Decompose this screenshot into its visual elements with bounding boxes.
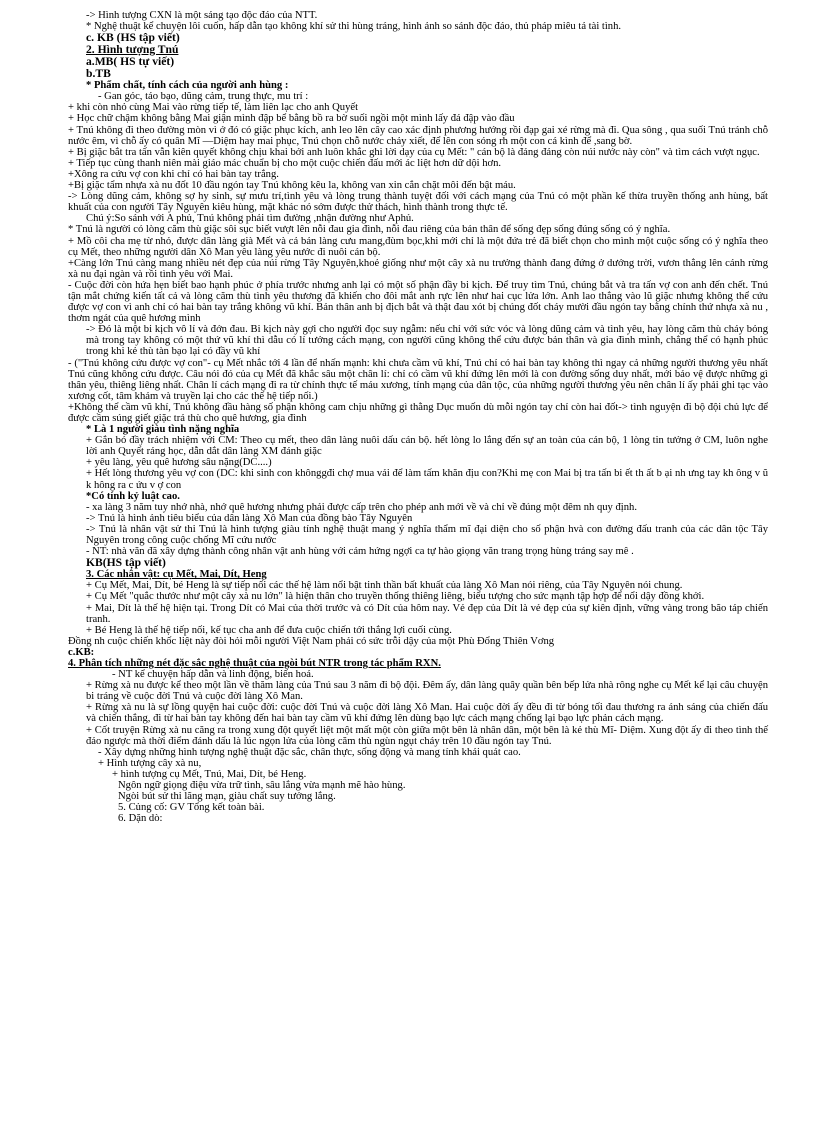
text-line: + Học chữ chậm không bằng Mai giận mình đập bể bằng bồ ra bờ suối ngồi một mình lấy đá đập vào đầu — [68, 113, 515, 125]
text-line: + khi còn nhỏ cùng Mai vào rừng tiếp tế, làm liên lạc cho anh Quyết — [68, 102, 359, 114]
text-line: + hình tượng cụ Mết, Tnú, Mai, Dít, bé Heng. — [112, 768, 307, 780]
text-line: Ngôn ngữ giọng điệu vừa trữ tình, sâu lắng vừa mạnh mẽ hào hùng. — [118, 780, 406, 791]
text-line: 5. Củng cố: GV Tổng kết toàn bài. — [118, 802, 265, 814]
text-line: + Rừng xà nu là sự lồng quyện hai cuộc đời: cuộc đời Tnú và cuộc đời làng Xô Man. Hai cuộc đời ấy đều đi từ bóng tối đau thương ra ánh sáng của chiến đấu và chiến thắng, đi từ hai bàn tay không đến hai bàn tay cầm vũ khí đứng lên dùng bạo lực cách mạng chống lại bạo lực phản cách mạng. — [86, 702, 768, 725]
text-line: Chú ý:So sánh với A phủ, Tnú không phải tìm đường ,nhận đường như Aphủ. — [86, 213, 414, 225]
text-line: + Hình tượng cây xà nu, — [98, 757, 202, 769]
text-line: +Bị giặc tẩm nhựa xà nu đốt 10 đầu ngón tay Tnú không kêu la, không van xin cắn chặt môi đến bật máu. — [68, 180, 516, 192]
text-line: + Bị giặc bắt tra tấn vẫn kiên quyết không chịu khai bởi anh luôn khắc ghi lời dạy của cụ Mết: " cán bộ là đảng đảng còn núi nước này còn" và tìm cách vượt ngục. — [68, 146, 760, 158]
text-line: * Tnú là người có lòng căm thù giặc sôi sục biết vượt lên nỗi đau gia đình, nỗi đau riêng của bản thân để sống đẹp sống đúng sống có ý nghĩa. — [68, 224, 671, 236]
text-line: -> Đó là một bi kịch vô lí và đớn đau. Bi kịch này gợi cho người đọc suy ngẫm: nếu chỉ với sức vóc và lòng dũng cảm và tình yêu, hay lòng căm thù cháy bỏng mà trong tay không có một thứ vũ khí thì dẫu có lí tưởng cách mạng, con người cũng không thể cứu được bản thân và gia đình mình, chẳng thể có hạnh phúc trong khi kẻ thù tàn bạo lại có đầy vũ khí — [86, 324, 768, 358]
text-line: - ("Tnú không cứu được vợ con"- cụ Mết nhắc tới 4 lần để nhấn mạnh: khi chưa cầm vũ khí, Tnú chỉ có hai bàn tay không thì ngay cả những người thương yêu nhất Tnú cũng không cứu được. Câu nói đó của cụ Mết đã khắc sâu một chân lí: chỉ có cầm vũ khí đứng lên mới là con đường sống duy nhất, mới bảo vệ được những gì thân yêu, thiêng liêng nhất. Chân lí cách mạng đi ra từ chính thực tế máu xương, tính mạng của dân tộc, của những người thương yêu nên chân lí ấy phải ghi tạc vào xương cốt, tâm khảm và truyền lại cho các thế hệ tiếp nối.) — [68, 357, 768, 402]
text-line: *Có tính kỷ luật cao. — [86, 490, 180, 502]
text-line: +Không thể cầm vũ khí, Tnú không đầu hàng số phận không cam chịu những gì thằng Dục muốn dù mỗi ngón tay chỉ còn hai đốt-> tình nguyện đi bộ đội chủ lực để được cầm súng giết giặc trả thù cho quê hương, gia đình — [68, 401, 768, 424]
text-line: 2. Hình tượng Tnú — [86, 43, 179, 57]
text-line: Đồng nh cuộc chiến khốc liệt này đòi hỏi mỗi người Việt Nam phải có sức trỗi dậy của một Phù Đổng Thiên Vơng — [68, 635, 555, 647]
text-line: + Hết lòng thương yêu vợ con (DC: khi sinh con khônggđi chợ mua vải để làm tấm khăn địu con?Khi mẹ con Mai bị tra tấn bi ết th ất b ại nh ưng tay kh ông v ũ k hông ra c ứu v ợ con — [86, 468, 768, 491]
text-line: 3. Các nhân vật: cụ Mết, Mai, Dít, Heng — [86, 569, 267, 581]
text-line: - NT kể chuyện hấp dẫn và linh động, biến hoá. — [112, 669, 314, 681]
text-line: a.MB( HS tự viết) — [86, 55, 175, 69]
text-line: +Xông ra cứu vợ con khi chỉ có hai bàn tay trắng. — [68, 168, 279, 180]
text-line: * Nghệ thuật kể chuyện lôi cuốn, hấp dẫn tạo không khí sử thi hùng tráng, hình ảnh so sánh độc đáo, thủ pháp miêu tả tài tình. — [86, 21, 622, 33]
text-line: KB(HS tập viết) — [86, 556, 166, 570]
text-line: - Gan góc, táo bạo, dũng cảm, trung thực, mu trí : — [98, 91, 309, 103]
text-line: - NT: nhà văn đã xây dựng thành công nhân vật anh hùng với cảm hứng ngợi ca tự hào giọng văn trang trọng hùng tráng say mê . — [86, 546, 634, 558]
text-line: + Mai, Dít là thế hệ hiện tại. Trong Dít có Mai của thời trước và có Dít của hôm nay. Vẻ đẹp của Dít là vẻ đẹp của sự kiên định, vững vàng trong bão táp chiến tranh. — [86, 602, 768, 625]
text-line: -> Tnú là nhân vật sử thi Tnú là hình tượng giàu tính nghệ thuật mang ý nghĩa thẩm mĩ đại diện cho số phận hvà con đường đấu tranh của các dân tộc Tây Nguyên trong công cuộc chống Mĩ cứu nước — [86, 523, 768, 547]
text-line: 4. Phân tích những nét đặc sắc nghệ thuật của ngòi bút NTR trong tác phẩm RXN. — [68, 657, 441, 669]
text-line: + Cốt truyện Rừng xà nu căng ra trong xung đột quyết liệt một mất một còn giữa một bên là nhân dân, một bên là kẻ thù Mĩ- Diệm. Xung đột ấy đi theo tình thế đảo ngược mà thời điểm đánh dấu là lúc ngọn lửa của lòng căm thù ngùn ngụt cháy trên 10 đầu ngón tay Tnú. — [86, 724, 768, 747]
text-line: c. KB (HS tập viết) — [86, 31, 180, 45]
text-line: + yêu làng, yêu quê hương sâu nặng(DC....) — [86, 457, 272, 469]
text-line: c.KB: — [68, 646, 95, 658]
document-page — [68, 10, 768, 824]
text-line: -> Tnú là hình ảnh tiêu biểu của dân làng Xô Man của đồng bào Tây Nguyên — [86, 512, 413, 524]
text-line: + Cụ Mết, Mai, Dít, bé Heng là sự tiếp nối các thế hệ làm nổi bật tinh thần bất khuất của làng Xô Man nói riêng, của Tây Nguyên nói chung. — [86, 580, 683, 592]
text-line: -> Hình tượng CXN là một sáng tạo độc đáo của NTT. — [86, 10, 318, 21]
text-line: * Là 1 người giàu tình nặng nghĩa — [86, 424, 240, 436]
text-line: * Phẩm chất, tính cách của người anh hùng : — [86, 80, 289, 92]
text-line: + Mồ côi cha mẹ từ nhỏ, được dân làng già Mết và cả bản làng cưu mang,đùm bọc,khi mới chỉ là một đứa trẻ đã biết chọn cho mình một cuộc sống có ý nghĩa theo cụ Mết, theo những người dân Xô Man yêu làng yêu nước đi nuôi cán bộ. — [68, 235, 768, 258]
text-line: - xa làng 3 năm tuy nhớ nhà, nhớ quê hương nhưng phải được cấp trên cho phép anh mới về và chỉ về đúng một đêm nh quy định. — [86, 501, 637, 513]
text-line: +Càng lớn Tnú càng mang nhiều nét đẹp của núi rừng Tây Nguyên,khoẻ giống như một cây xà nu trưởng thành đang đứng ở dướng trời, vươn thẳng lên cánh rừng xà nu đại ngàn và rồi tình yêu với Mai. — [68, 257, 768, 280]
text-line: b.TB — [86, 67, 111, 81]
text-line: + Rừng xà nu được kể theo một lần về thăm làng của Tnú sau 3 năm đi bộ đội. Đêm ấy, dân làng quây quần bên bếp lửa nhà rông nghe cụ Mết kể lại câu chuyện bi tráng về cuộc đời Tnú và cuộc đời làng Xô Man. — [86, 680, 768, 703]
text-line: - Xây dựng những hình tượng nghệ thuật đặc sắc, chân thực, sống động và mang tính khái quát cao. — [98, 746, 521, 758]
text-line: + Tiếp tục cùng thanh niên mài giáo mác chuẩn bị cho một cuộc chiến đấu mới ác liệt hơn dữ dội hơn. — [68, 157, 502, 169]
text-line: + Cụ Mết "quắc thước như một cây xà nu lớn" là hiện thân cho truyền thống thiêng liêng, biểu tượng cho sức mạnh tập hợp để nổi dậy đồng khởi. — [86, 591, 705, 603]
text-line: -> Lòng dũng cảm, không sợ hy sinh, sự mưu trí,tình yêu và lòng trung thành tuyệt đối với cách mạng của Tnú có một phần kế thừa truyền thống anh hùng, bất khuất của con người Tây Nguyên kiêu hùng, mặt khác nó sớm được thử thách, hình thành trong thực tế. — [68, 191, 768, 214]
text-line: + Gắn bó đầy trách nhiệm với CM: Theo cụ mết, theo dân làng nuôi dấu cán bộ. hết lòng lo lắng đến sự an toàn của cán bộ, 1 lòng tin tưởng ở CM, luôn nghe lời anh Quyết ráng học, dẫn dắt dân làng XM đánh giặc — [86, 435, 768, 458]
text-line: + Bé Heng là thế hệ tiếp nối, kế tục cha anh để đưa cuộc chiến tới thắng lợi cuối cùng. — [86, 624, 452, 636]
text-line: - Cuộc đời còn hứa hẹn biết bao hạnh phúc ở phía trước nhưng anh lại có một số phận đầy bi kịch. Để truy tìm Tnú, chúng bắt và tra tấn vợ con anh đến chết. Tnú tận mắt chứng kiến tất cả và lòng căm thù tình yêu thương đã khiến cho đôi mắt anh rực lên như hai cục lửa lớn. Anh lao thẳng vào lũ giặc nhưng không thể cứu được vợ con vì anh chỉ có hai bàn tay trắng không vũ khí. Bản thân anh bị địch bắt và thật đau xót bị chúng đốt cháy mười đầu ngón tay bằng chính thứ nhựa xà nu , thơm ngát của quê hương mình — [68, 279, 768, 325]
text-line: + Tnú không đi theo đường mòn vì ở đó có giặc phục kích, anh leo lên cây cao xác định phương hướng rồi đạp gai xé rừng mà đi. Qua sông , qua suối Tnú tránh chỗ nước êm, vì chỗ ấy có quân Mĩ —Diệm hay mai phục, Tnú chọn chỗ nước chảy xiết, để lên con sóng rh một con cá kình để ,sang bờ. — [68, 124, 768, 147]
text-line: Ngòi bút sử thi lãng mạn, giàu chất suy tưởng lắng. — [118, 791, 336, 803]
text-line: 6. Dặn dò: — [118, 813, 163, 825]
